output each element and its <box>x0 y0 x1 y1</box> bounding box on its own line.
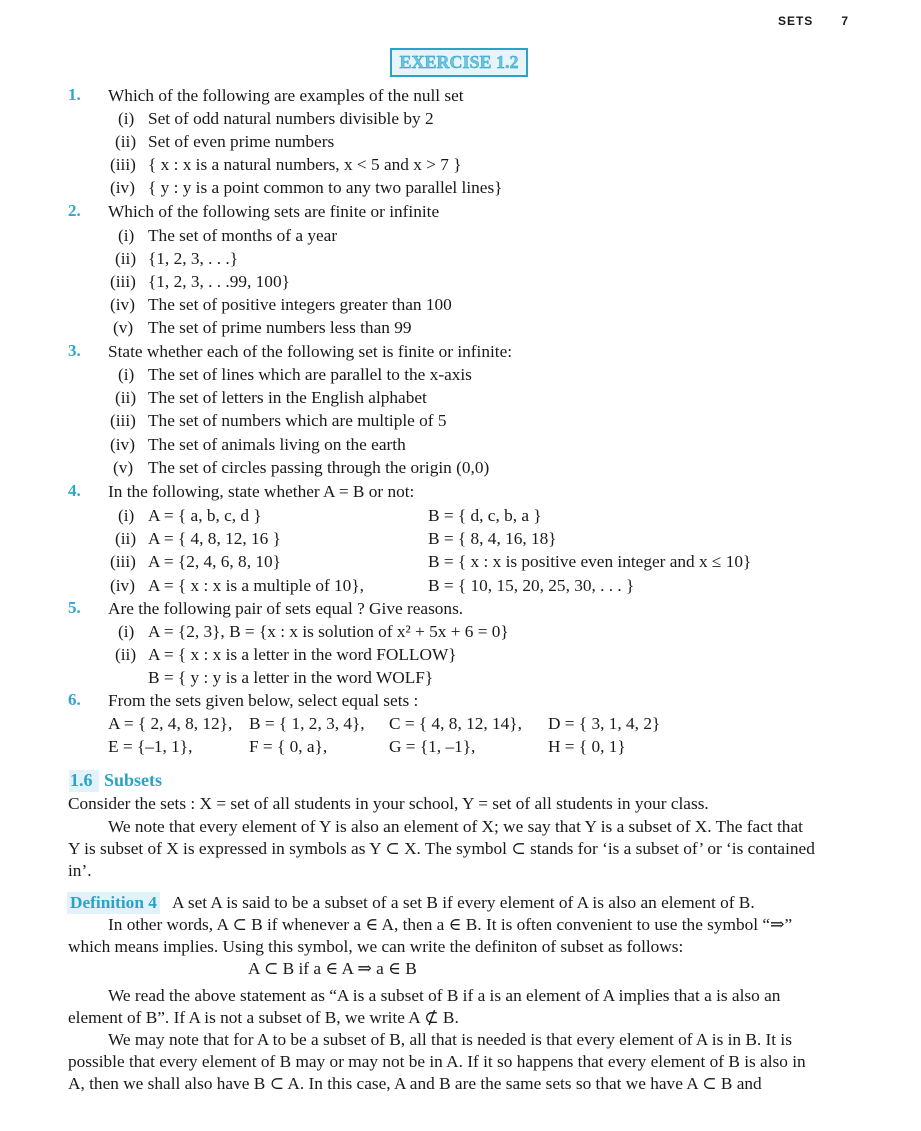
set-a: A = { a, b, c, d } <box>148 506 262 525</box>
set-item: B = { 1, 2, 3, 4}, <box>249 714 365 733</box>
set-b: B = { x : x is positive even integer and x ≤ 10} <box>428 552 752 571</box>
part-text: { y : y is a point common to any two parallel lines} <box>148 178 503 197</box>
part-text: The set of letters in the English alphabet <box>148 388 427 407</box>
page-number: 7 <box>841 14 849 28</box>
question-number: 4. <box>68 481 81 500</box>
part-text: { x : x is a natural numbers, x < 5 and x > 7 } <box>148 155 462 174</box>
part-label: (iv) <box>110 295 135 314</box>
part-label: (iii) <box>110 411 136 430</box>
part-text: {1, 2, 3, . . .99, 100} <box>148 272 290 291</box>
set-a: A = {2, 4, 6, 8, 10} <box>148 552 281 571</box>
part-text: Set of even prime numbers <box>148 132 335 151</box>
question-number: 1. <box>68 85 81 104</box>
definition-text: A set A is said to be a subset of a set B if every element of A is also an element of B. <box>172 893 755 912</box>
part-text: The set of months of a year <box>148 226 338 245</box>
paragraph-line: Y is subset of X is expressed in symbols as Y ⊂ X. The symbol ⊂ stands for ‘is a subset of’ or ‘is contained <box>68 839 815 858</box>
paragraph-line: In other words, A ⊂ B if whenever a ∈ A, then a ∈ B. It is often convenient to use the symbol “⇒” <box>108 915 793 934</box>
question-text: In the following, state whether A = B or not: <box>108 482 415 501</box>
set-item: E = {–1, 1}, <box>108 737 193 756</box>
part-label: (v) <box>113 458 134 477</box>
question-number: 6. <box>68 690 81 709</box>
exercise-title-box <box>390 48 528 77</box>
question-text: Which of the following sets are finite or infinite <box>108 202 440 221</box>
question-number: 5. <box>68 598 81 617</box>
part-text: B = { y : y is a letter in the word WOLF} <box>148 668 434 687</box>
part-text: Set of odd natural numbers divisible by 2 <box>148 109 434 128</box>
question-number: 2. <box>68 201 81 220</box>
set-item: A = { 2, 4, 8, 12}, <box>108 714 233 733</box>
set-item: F = { 0, a}, <box>249 737 328 756</box>
part-text: The set of animals living on the earth <box>148 435 406 454</box>
part-text: The set of positive integers greater than 100 <box>148 295 452 314</box>
part-text: The set of numbers which are multiple of 5 <box>148 411 447 430</box>
question-text: From the sets given below, select equal sets : <box>108 691 419 710</box>
part-label: (i) <box>118 622 135 641</box>
set-a: A = { x : x is a multiple of 10}, <box>148 576 364 595</box>
question-text: State whether each of the following set is finite or infinite: <box>108 342 513 361</box>
part-label: (i) <box>118 109 135 128</box>
set-item: G = {1, –1}, <box>389 737 476 756</box>
part-text: A = {2, 3}, B = {x : x is solution of x² + 5x + 6 = 0} <box>148 622 509 641</box>
definition-formula: A ⊂ B if a ∈ A ⇒ a ∈ B <box>248 959 417 978</box>
part-label: (ii) <box>115 132 137 151</box>
part-label: (ii) <box>115 645 137 664</box>
set-item: D = { 3, 1, 4, 2} <box>548 714 661 733</box>
paragraph-line: We may note that for A to be a subset of B, all that is needed is that every element of A is in B. It is <box>108 1030 792 1049</box>
paragraph-line: possible that every element of B may or may not be in A. If it so happens that every element of B is also in <box>68 1052 806 1071</box>
part-text: The set of prime numbers less than 99 <box>148 318 412 337</box>
part-label: (iv) <box>110 435 135 454</box>
part-label: (i) <box>118 506 135 525</box>
part-label: (iii) <box>110 552 136 571</box>
set-b: B = { 10, 15, 20, 25, 30, . . . } <box>428 576 635 595</box>
question-text: Which of the following are examples of the null set <box>108 86 464 105</box>
part-label: (iv) <box>110 576 135 595</box>
running-header <box>778 14 849 28</box>
part-label: (ii) <box>115 529 137 548</box>
part-label: (iv) <box>110 178 135 197</box>
part-label: (iii) <box>110 272 136 291</box>
question-text: Are the following pair of sets equal ? Give reasons. <box>108 599 464 618</box>
exercise-title: EXERCISE 1.2 <box>399 52 519 72</box>
part-label: (v) <box>113 318 134 337</box>
set-item: H = { 0, 1} <box>548 737 626 756</box>
part-label: (ii) <box>115 249 137 268</box>
paragraph-line: We note that every element of Y is also an element of X; we say that Y is a subset of X. The fact that <box>108 817 803 836</box>
part-label: (iii) <box>110 155 136 174</box>
part-label: (i) <box>118 365 135 384</box>
set-a: A = { 4, 8, 12, 16 } <box>148 529 281 548</box>
paragraph-line: Consider the sets : X = set of all students in your school, Y = set of all students in your class. <box>68 794 709 813</box>
part-text: The set of lines which are parallel to the x-axis <box>148 365 472 384</box>
paragraph-line: element of B”. If A is not a subset of B, we write A ⊄ B. <box>68 1008 459 1027</box>
part-label: (ii) <box>115 388 137 407</box>
paragraph-line: in’. <box>68 861 92 880</box>
part-text: A = { x : x is a letter in the word FOLLOW} <box>148 645 457 664</box>
paragraph-line: A, then we shall also have B ⊂ A. In this case, A and B are the same sets so that we have A ⊂ B and <box>68 1074 762 1093</box>
section-title: Subsets <box>104 770 163 790</box>
section-number: 1.6 <box>70 770 93 790</box>
set-b: B = { d, c, b, a } <box>428 506 542 525</box>
paragraph-line: We read the above statement as “A is a subset of B if a is an element of A implies that a is also an <box>108 986 781 1005</box>
set-item: C = { 4, 8, 12, 14}, <box>389 714 522 733</box>
paragraph-line: which means implies. Using this symbol, we can write the definiton of subset as follows: <box>68 937 684 956</box>
set-b: B = { 8, 4, 16, 18} <box>428 529 557 548</box>
part-label: (i) <box>118 226 135 245</box>
definition-label: Definition 4 <box>67 892 160 914</box>
question-number: 3. <box>68 341 81 360</box>
part-text: {1, 2, 3, . . .} <box>148 249 239 268</box>
part-text: The set of circles passing through the origin (0,0) <box>148 458 490 477</box>
chapter-name: SETS <box>777 14 814 28</box>
